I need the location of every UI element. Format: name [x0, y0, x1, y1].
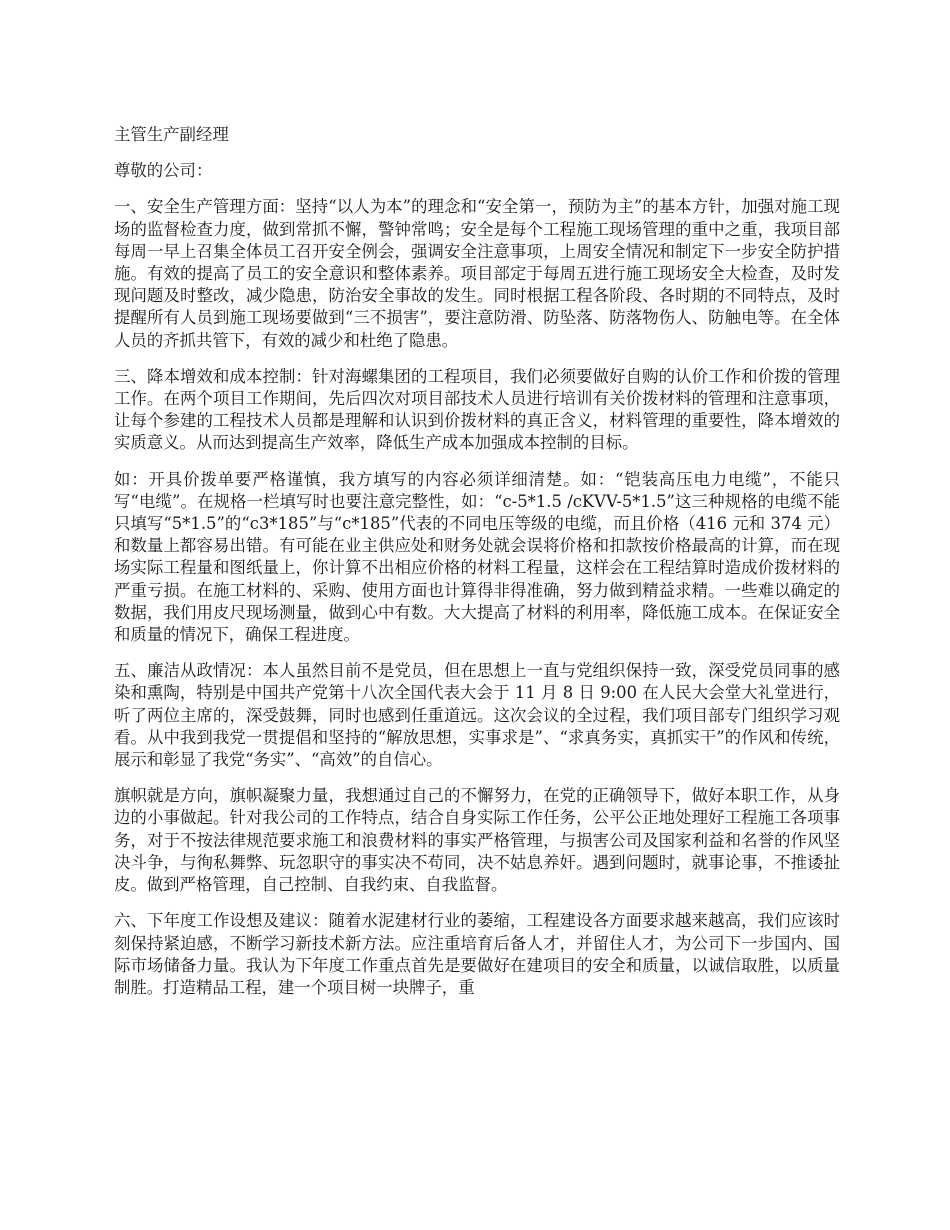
paragraph-safety: 一、安全生产管理方面：坚持“以人为本”的理念和“安全第一，预防为主”的基本方针，加强对施工现场的监督检查力度，做到常抓不懈，警钟常鸣；安全是每个工程施工现场管理的重中之重，我项目部每周一早上召集全体员工召开安全例会，强调安全注意事项，上周安全情况和制定下一步安全防护措施。有效的提高了员工的安全意识和整体素养。项目部定于每周五进行施工现场安全大检查，及时发现问题及时整改，减少隐患，防治安全事故的发生。同时根据工程各阶段、各时期的不同特点，及时提醒所有人员到施工现场要做到“三不损害”，要注意防滑、防坠落、防落物伤人、防触电等。在全体人员的齐抓共管下，有效的减少和杜绝了隐患。	[114, 197, 840, 350]
paragraph-example: 如：开具价拨单要严格谨慎，我方填写的内容必须详细清楚。如：“铠装高压电力电缆”，不能只写“电缆”。在规格一栏填写时也要注意完整性，如：“c-5*1.5 /cKVV-5*1.5”这三种规格的电缆不能只填写“5*1.5”的“c3*185”与“c*185”代表的不同电压等级的电缆，而且价格（416 元和 374 元）和数量上都容易出错。有可能在业主供应处和财务处就会误将价格和扣款按价格最高的计算，而在现场实际工程量和图纸量上，你计算不出相应价格的材料工程量，这样会在工程结算时造成价拨材料的严重亏损。在施工材料的、采购、使用方面也计算得非得准确，努力做到精益求精。一些难以确定的数据，我们用皮尺现场测量，做到心中有数。大大提高了材料的利用率，降低施工成本。在保证安全和质量的情况下，确保工程进度。	[114, 469, 840, 645]
paragraph-cost-control: 三、降本增效和成本控制：针对海螺集团的工程项目，我们必须要做好自购的认价工作和价拨的管理工作。在两个项目工作期间，先后四次对项目部技术人员进行培训有关价拨材料的管理和注意事项，让每个参建的工程技术人员都是理解和认识到价拨材料的真正含义，材料管理的重要性，降本增效的实质意义。从而达到提高生产效率，降低生产成本加强成本控制的目标。	[114, 366, 840, 453]
paragraph-integrity: 五、廉洁从政情况：本人虽然目前不是党员，但在思想上一直与党组织保持一致，深受党员同事的感染和熏陶，特别是中国共产党第十八次全国代表大会于 11 月 8 日 9:00 在人民大会堂大礼堂进行，听了两位主席的，深受鼓舞，同时也感到任重道远。这次会议的全过程，我们项目部专门组织学习观看。从中我到我党一贯提倡和坚持的“解放思想，实事求是”、“求真务实，真抓实干”的作风和传统，展示和彰显了我党“务实”、“高效”的自信心。	[114, 661, 840, 770]
paragraph-banner: 旗帜就是方向，旗帜凝聚力量，我想通过自己的不懈努力，在党的正确领导下，做好本职工作，从身边的小事做起。针对我公司的工作特点，结合自身实际工作任务，公平公正地处理好工程施工各项事务，对于不按法律规范要求施工和浪费材料的事实严格管理，与损害公司及国家利益和名誉的作风坚决斗争，与徇私舞弊、玩忽职守的事实决不苟同，决不姑息养奸。遇到问题时，就事论事，不推诿扯皮。做到严格管理，自己控制、自我约束、自我监督。	[114, 786, 840, 895]
salutation: 尊敬的公司：	[114, 161, 213, 181]
paragraph-next-year: 六、下年度工作设想及建议：随着水泥建材行业的萎缩，工程建设各方面要求越来越高，我们应该时刻保持紧迫感，不断学习新技术新方法。应注重培育后备人才，并留住人才，为公司下一步国内、国际市场储备力量。我认为下年度工作重点首先是要做好在建项目的安全和质量，以诚信取胜，以质量制胜。打造精品工程，建一个项目树一块牌子，重	[114, 911, 840, 997]
document-page	[114, 124, 840, 1013]
document-title: 主管生产副经理	[114, 125, 229, 144]
